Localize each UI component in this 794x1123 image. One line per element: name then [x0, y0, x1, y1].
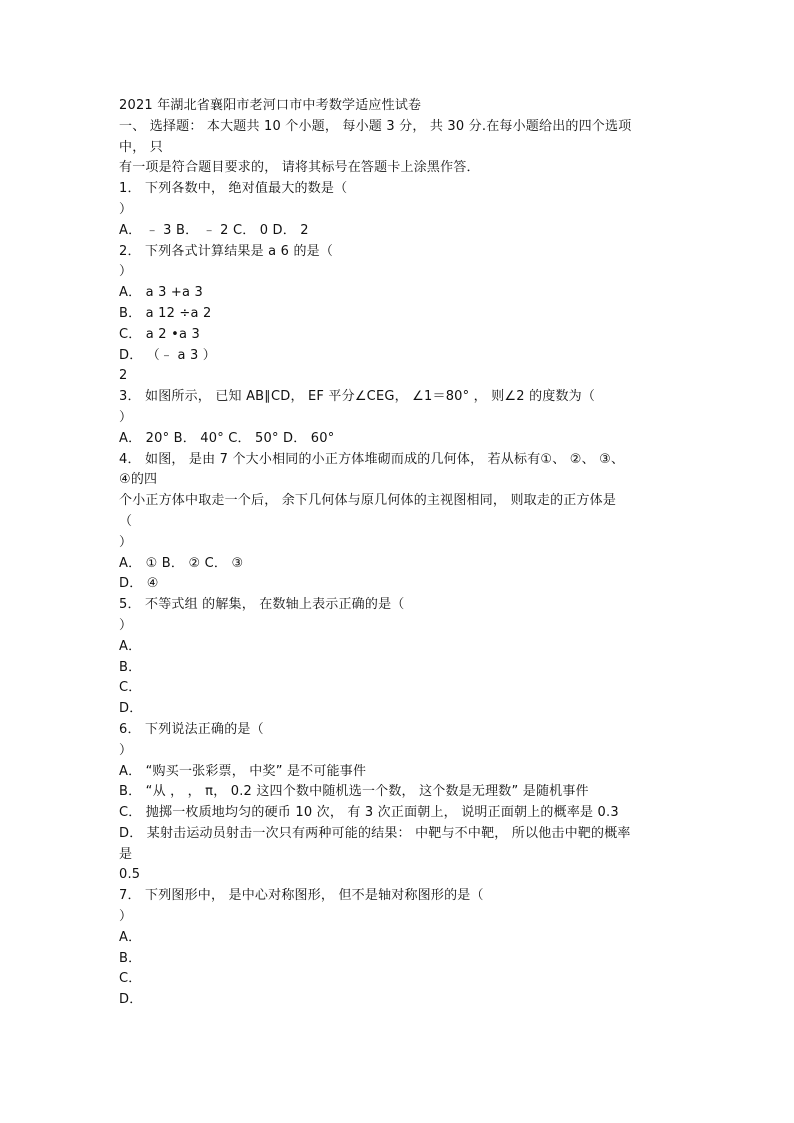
- text-line: A． 20° B． 40° C． 50° D． 60°: [119, 430, 335, 446]
- text-line: ）: [119, 909, 133, 925]
- text-line: ）: [119, 617, 133, 633]
- text-line: D． （﹣ a 3 ）: [119, 347, 216, 363]
- text-line: D．: [119, 992, 143, 1008]
- text-line: A． a 3 +a 3: [119, 285, 203, 301]
- text-line: 2: [119, 368, 128, 384]
- text-line: A．: [119, 638, 142, 654]
- text-line: 3． 如图所示， 已知 AB∥CD， EF 平分∠CEG， ∠1＝80° ， 则∠2 的度数为（: [119, 389, 596, 405]
- text-line: ）: [119, 264, 133, 280]
- text-line: （: [119, 513, 133, 529]
- text-line: A． ﹣ 3 B． ﹣ 2 C． 0 D． 2: [119, 222, 309, 238]
- text-line: A． “购买一张彩票， 中奖” 是不可能事件: [119, 763, 367, 779]
- text-line: 7． 下列图形中， 是中心对称图形， 但不是轴对称图形的是（: [119, 888, 484, 904]
- text-line: C．: [119, 680, 142, 696]
- text-line: B．: [119, 950, 142, 966]
- text-line: C．: [119, 971, 142, 987]
- text-line: A． ① B． ② C． ③: [119, 555, 244, 571]
- text-line: 有一项是符合题目要求的， 请将其标号在答题卡上涂黑作答．: [119, 160, 480, 176]
- text-line: 0.5: [119, 867, 141, 883]
- text-line: B． “从 ， ， π， 0.2 这四个数中随机选一个数， 这个数是无理数” 是随机事件: [119, 784, 589, 800]
- text-line: ）: [119, 201, 133, 217]
- text-line: 2． 下列各式计算结果是 a 6 的是（: [119, 243, 334, 259]
- text-line: 4． 如图， 是由 7 个大小相同的小正方体堆砌而成的几何体， 若从标有①、 ②、 ③、: [119, 451, 625, 467]
- document-title: 2021 年湖北省襄阳市老河口市中考数学适应性试卷: [119, 98, 422, 113]
- text-line: ④的四: [119, 472, 158, 488]
- text-line: B． a 12 ÷a 2: [119, 305, 212, 321]
- text-line: ）: [119, 534, 133, 550]
- text-line: D． 某射击运动员射击一次只有两种可能的结果： 中靶与不中靶， 所以他击中靶的概率: [119, 825, 631, 841]
- text-line: 个小正方体中取走一个后， 余下几何体与原几何体的主视图相同， 则取走的正方体是: [119, 493, 617, 509]
- text-line: 一、 选择题： 本大题共 10 个小题， 每小题 3 分， 共 30 分.在每小题给出的四个选项: [119, 118, 632, 134]
- text-line: 1． 下列各数中， 绝对值最大的数是（: [119, 181, 348, 197]
- text-line: D．: [119, 701, 143, 717]
- text-line: 5． 不等式组 的解集， 在数轴上表示正确的是（: [119, 597, 405, 613]
- text-line: 6． 下列说法正确的是（: [119, 721, 264, 737]
- text-line: C． a 2 •a 3: [119, 326, 200, 342]
- text-line: ）: [119, 742, 133, 758]
- text-line: 是: [119, 846, 133, 862]
- text-line: D． ④: [119, 576, 159, 592]
- text-line: C． 抛掷一枚质地均匀的硬币 10 次， 有 3 次正面朝上， 说明正面朝上的概率是 0.3: [119, 805, 619, 821]
- text-line: 中， 只: [119, 139, 163, 155]
- text-line: B．: [119, 659, 142, 675]
- document-body: [119, 96, 679, 1011]
- text-line: ）: [119, 409, 133, 425]
- text-line: A．: [119, 929, 142, 945]
